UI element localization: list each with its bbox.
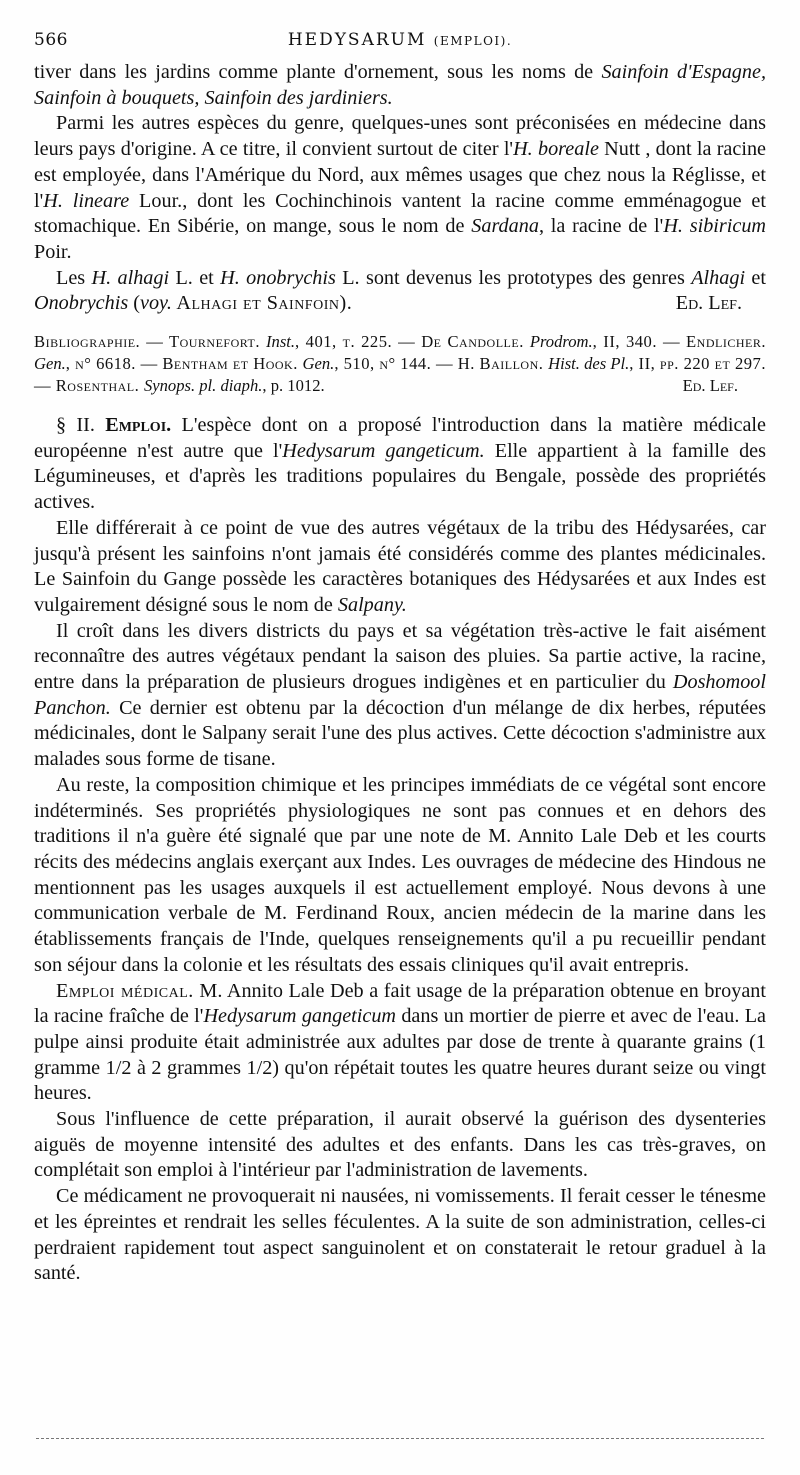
paragraph-emploi-medical: Emploi médical. M. Annito Lale Deb a fait usage de la préparation obtenue en broyant la racine fraîche de l'Hedysarum gangeticum dans un mortier de pierre et avec de l'eau. La pulpe ainsi produite était administrée aux adultes par dose de trente à quarante grains (1 gramme 1/2 à 2 grammes 1/2) qu'on répétait toutes les quatre heures durant seize ou vingt heures. bbox=[34, 979, 767, 1105]
running-header bbox=[34, 30, 766, 56]
intro-continuation: tiver dans les jardins comme plante d'ornement, sous les noms de Sainfoin d'Espagne, Sainfoin à bouquets, Sainfoin des jardiniers. bbox=[34, 61, 767, 109]
running-title-main: HEDYSARUM bbox=[287, 30, 427, 50]
paragraph-composition: Au reste, la composition chimique et les principes immédiats de ce végétal sont encore indéterminés. Ses propriétés physiologiques ne sont pas connues et en dehors des traditions il n'a guère été signalé que par une note de M. Annito Lale Deb et les courts récits des médecins anglais exerçant aux Indes. Les ouvrages de médecine des Hindous ne mentionnent pas les usages auxquels il est actuellement employé. Nous devons à une communication verbale de M. Ferdinand Roux, ancien médecin de la marine dans les établissements français de l'Inde, quelques renseignements qu'il a pu recueillir pendant son séjour dans la colonie et les résultats des essais cliniques qu'il avait entrepris. bbox=[34, 773, 766, 976]
bibliography-signature: Ed. Lef. bbox=[682, 376, 738, 396]
intro-paragraph-genera: Les H. alhagi L. et H. onobrychis L. sont devenus les prototypes des genres Alhagi et Onobrychis (voy. Alhagi et Sainfoin). Ed. Lef. bbox=[34, 266, 766, 317]
running-title bbox=[34, 30, 766, 50]
footer-rule bbox=[36, 1438, 764, 1439]
section-mark: § II. bbox=[56, 414, 95, 437]
page-number: 566 bbox=[34, 30, 68, 50]
running-title-suffix: (EMPLOI). bbox=[433, 34, 513, 48]
section-emploi-intro: § II. Emploi. L'espèce dont on a proposé l'introduction dans la matière médicale européenne n'est autre que l'Hedysarum gangeticum. Elle appartient à la famille des Légumineuses, et d'après les traditions populaires du Bengale, possède des propriétés actives. bbox=[34, 414, 766, 514]
intro-paragraph-species: Parmi les autres espèces du genre, quelques-unes sont préconisées en médecine dans leurs pays d'origine. A ce titre, il convient surtout de citer l'H. boreale Nutt , dont la racine est employée, dans l'Amérique du Nord, aux mêmes usages que chez nous la Réglisse, et l'H. lineare Lour., dont les Cochinchinois vantent la racine comme emménagogue et stomachique. En Sibérie, on mange, sous le nom de Sardana, la racine de l'H. sibiricum Poir. bbox=[34, 112, 767, 263]
paragraph-vegetation: Il croît dans les divers districts du pays et sa végétation très-active le fait aisément reconnaître des autres végétaux pendant la saison des pluies. Sa partie active, la racine, entre dans la préparation de plusieurs drogues indigènes et en particulier du Doshomool Panchon. Ce dernier est obtenu par la décoction d'un mélange de dix herbes, réputées médicinales, dont le Salpany serait l'une des plus actives. Cette décoction s'administre aux malades sous forme de tisane. bbox=[34, 619, 766, 771]
section-heading: Emploi. bbox=[105, 414, 172, 437]
body-text bbox=[34, 60, 766, 1287]
author-signature: Ed. Lef. bbox=[675, 292, 742, 315]
bibliography: Bibliographie. — Tournefort. Inst., 401, t. 225. — De Candolle. Prodrom., II, 340. — Endlicher. Gen., n° 6618. — Bentham et Hook. Gen., 510, n° 144. — H. Baillon. Hist. des Pl., II, pp. 220 et 297. — Rosenthal. Synops. pl. diaph., p. 1012. Ed. Lef. bbox=[34, 332, 767, 396]
bibliography-label: Bibliographie. bbox=[34, 332, 141, 352]
emploi-medical-label: Emploi médical. bbox=[56, 979, 194, 1002]
paragraph-hedysarees: Elle différerait à ce point de vue des autres végétaux de la tribu des Hédysarées, car jusqu'à présent les sainfoins n'ont jamais été considérés comme des plantes médicinales. Le Sainfoin du Gange possède les caractères botaniques des Hédysarées et aux Indes est vulgairement désigné sous le nom de Salpany. bbox=[34, 516, 766, 616]
paragraph-dysenteries: Sous l'influence de cette préparation, il aurait observé la guérison des dysenteries aiguës de moyenne intensité des adultes et des enfants. Dans les cas très-graves, on complétait son emploi à l'intérieur par l'administration de lavements. bbox=[34, 1108, 766, 1182]
paragraph-medicament: Ce médicament ne provoquerait ni nausées, ni vomissements. Il ferait cesser le ténesme et les épreintes et rendrait les selles féculentes. A la suite de son administration, celles-ci perdraient rapidement tout aspect sanguinolent et on constaterait le retour graduel à la santé. bbox=[34, 1185, 766, 1285]
